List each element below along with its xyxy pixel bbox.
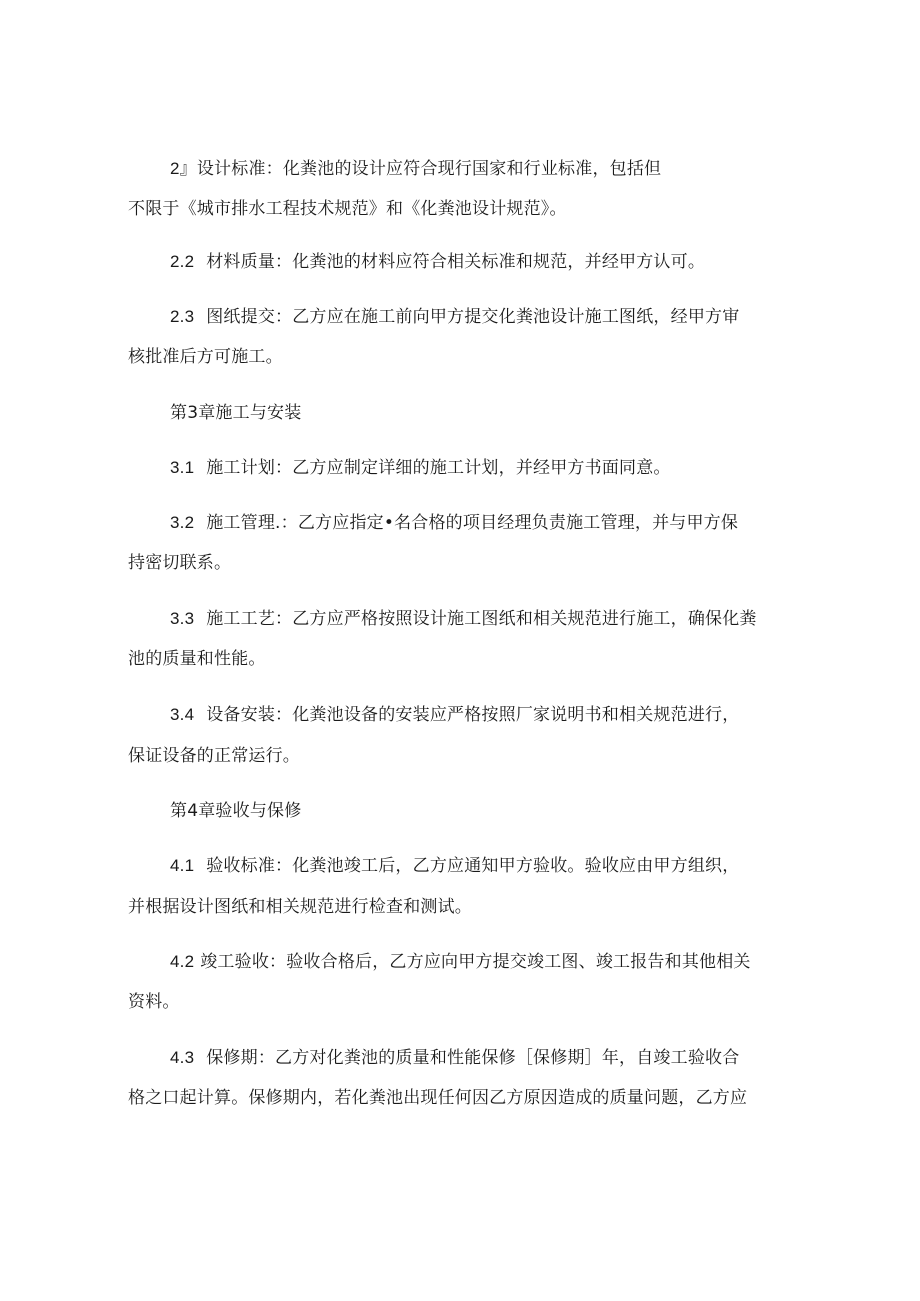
paragraph-text: 材料质量：化粪池的材料应符合相关标准和规范，并经甲方认可。 [206,252,706,272]
item-number: 3.3 [170,609,195,628]
paragraph-text: 竣工验收：验收合格后，乙方应向甲方提交竣工图、竣工报告和其他相关 [200,952,751,972]
paragraph-4-1-line1 [170,855,739,877]
paragraph-3-3-line1 [170,608,757,630]
paragraph-3-4-line2: 保证设备的正常运行。 [128,746,300,766]
paragraph-3-2-line2: 持密切联系。 [128,553,232,573]
paragraph-3-4-line1 [170,704,739,726]
item-number: 3.2 [170,513,195,532]
chapter-4-title: 第4章验收与保修 [170,801,302,821]
paragraph-4-2-line1 [170,951,751,973]
paragraph-text: 施工计划：乙方应制定详细的施工计划，并经甲方书面同意。 [206,458,671,478]
item-number: 3.4 [170,705,195,724]
item-number: 4.3 [170,1048,195,1067]
paragraph-text: 设备安装：化粪池设备的安装应严格按照厂家说明书和相关规范进行， [206,705,740,725]
item-number: 2』 [170,159,197,178]
paragraph-4-1-line2: 并根据设计图纸和相关规范进行检查和测试。 [128,897,472,917]
paragraph-4-3-line2: 格之口起计算。保修期内，若化粪池出现任何因乙方原因造成的质量问题，乙方应 [128,1088,748,1108]
paragraph-2-1-line1 [170,158,661,180]
paragraph-3-2-line1 [170,512,738,534]
item-number: 4.2 [170,952,195,971]
paragraph-2-1-line2: 不限于《城市排水工程技术规范》和《化粪池设计规范》。 [128,199,567,219]
paragraph-text: 施工管理.：乙方应指定•名合格的项目经理负责施工管理，并与甲方保 [206,513,739,533]
paragraph-2-2-line1 [170,251,705,273]
chapter-3-title: 第3章施工与安装 [170,403,302,423]
paragraph-text: 设计标准：化粪池的设计应符合现行国家和行业标准，包括但 [196,159,662,179]
item-number: 2.3 [170,307,195,326]
paragraph-text: 图纸提交：乙方应在施工前向甲方提交化粪池设计施工图纸，经甲方审 [206,307,740,327]
paragraph-text: 验收标准：化粪池竣工后，乙方应通知甲方验收。验收应由甲方组织， [206,856,740,876]
paragraph-text: 保修期：乙方对化粪池的质量和性能保修［保修期］年，自竣工验收合 [206,1048,740,1068]
paragraph-2-3-line1 [170,306,739,328]
paragraph-3-1-line1 [170,457,671,479]
paragraph-text: 施工工艺：乙方应严格按照设计施工图纸和相关规范进行施工，确保化粪 [206,609,757,629]
item-number: 3.1 [170,458,195,477]
paragraph-3-3-line2: 池的质量和性能。 [128,649,266,669]
item-number: 4.1 [170,856,195,875]
paragraph-2-3-line2: 核批准后方可施工。 [128,347,283,367]
paragraph-4-3-line1 [170,1047,739,1069]
item-number: 2.2 [170,252,195,271]
paragraph-4-2-line2: 资料。 [128,992,180,1012]
